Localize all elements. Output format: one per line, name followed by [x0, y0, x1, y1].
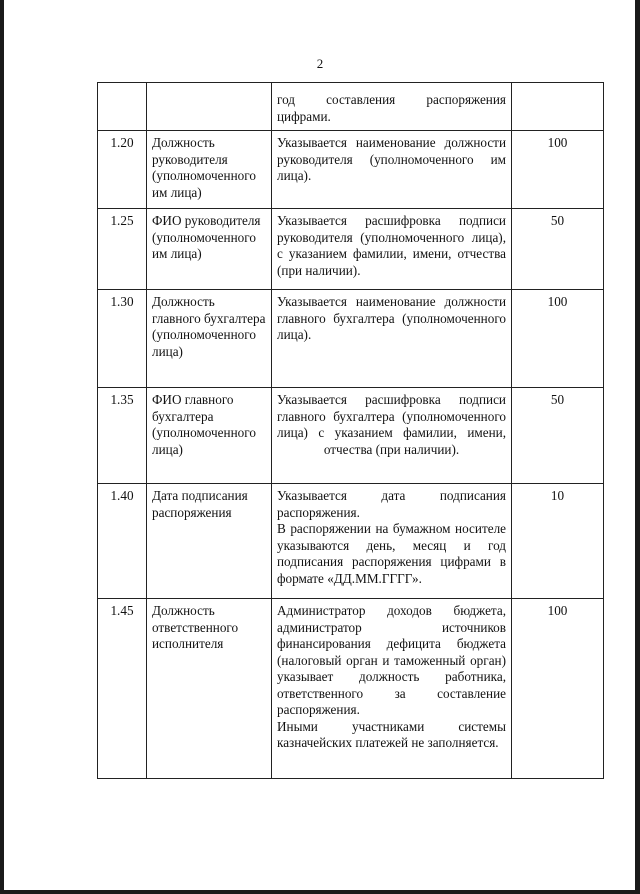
- table-row: [98, 83, 604, 131]
- description-paragraph: год составления распоряжения цифрами.: [277, 92, 506, 124]
- row-code: 1.45: [98, 599, 147, 779]
- description-paragraph: Указывается наименование должности главного бухгалтера (уполномоченного лица).: [277, 294, 506, 342]
- row-code: [98, 83, 147, 131]
- row-description: [272, 484, 512, 599]
- row-field-name: Должность главного бухгалтера (уполномоченного лица): [147, 290, 272, 388]
- row-description: [272, 209, 512, 290]
- row-description: [272, 131, 512, 209]
- scan-edge-left: [0, 0, 4, 894]
- row-code: 1.20: [98, 131, 147, 209]
- row-code: 1.25: [98, 209, 147, 290]
- page-number: 2: [316, 56, 324, 71]
- table-row: [98, 599, 604, 779]
- row-code: 1.40: [98, 484, 147, 599]
- scan-edge-bottom: [0, 890, 640, 894]
- row-field-name: Должность ответственного исполнителя: [147, 599, 272, 779]
- row-field-name: Должность руководителя (уполномоченного им лица): [147, 131, 272, 209]
- table-row: [98, 484, 604, 599]
- row-code: 1.35: [98, 388, 147, 484]
- description-paragraph: Указывается наименование должности руководителя (уполномоченного им лица).: [277, 135, 506, 183]
- row-length: 100: [512, 290, 604, 388]
- row-code: 1.30: [98, 290, 147, 388]
- row-field-name: [147, 83, 272, 131]
- row-length: 50: [512, 388, 604, 484]
- description-paragraph: Указывается расшифровка подписи главного бухгалтера (уполномоченного лица) с указанием фамилии, имени, отчества (при наличии).: [277, 392, 506, 457]
- row-length: 100: [512, 599, 604, 779]
- row-field-name: Дата подписания распоряжения: [147, 484, 272, 599]
- row-length: 100: [512, 131, 604, 209]
- row-length: [512, 83, 604, 131]
- description-paragraph: Иными участниками системы казначейских платежей не заполняется.: [277, 718, 506, 750]
- table-row: [98, 131, 604, 209]
- table-row: [98, 290, 604, 388]
- row-description: [272, 83, 512, 131]
- row-description: [272, 290, 512, 388]
- scan-edge-right: [635, 0, 640, 894]
- description-paragraph: Указывается дата подписания распоряжения.: [277, 488, 506, 520]
- row-length: 50: [512, 209, 604, 290]
- row-field-name: ФИО главного бухгалтера (уполномоченного лица): [147, 388, 272, 484]
- description-paragraph: В распоряжении на бумажном носителе указываются день, месяц и год подписания распоряжения цифрами в формате «ДД.ММ.ГГГГ».: [277, 521, 506, 586]
- row-length: 10: [512, 484, 604, 599]
- row-description: [272, 599, 512, 779]
- description-paragraph: Указывается расшифровка подписи руководителя (уполномоченного лица), с указанием фамилии, имени, отчества (при наличии).: [277, 213, 506, 278]
- table-row: [98, 388, 604, 484]
- requisites-table: [97, 82, 604, 779]
- table-row: [98, 209, 604, 290]
- row-description: [272, 388, 512, 484]
- row-field-name: ФИО руководителя (уполномоченного им лица): [147, 209, 272, 290]
- description-paragraph: Администратор доходов бюджета, администратор источников финансирования дефицита бюджета (налоговый орган и таможенный орган) указывает должность работника, ответственного за составление распоряжения.: [277, 603, 506, 717]
